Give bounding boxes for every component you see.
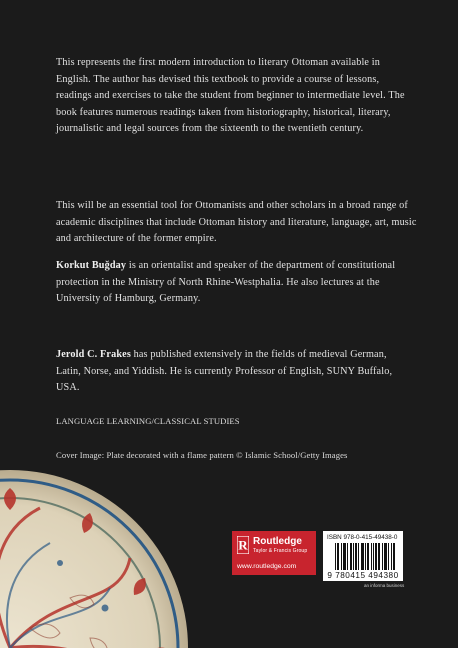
decorated-plate-image [0,468,190,648]
cover-image-credit: Cover Image: Plate decorated with a flame pattern © Islamic School/Getty Images [56,450,348,460]
publisher-url: www.routledge.com [237,563,297,570]
informa-business-label: an informa business [364,583,405,588]
publisher-name: Routledge [253,536,302,547]
publisher-logo [232,531,316,575]
isbn-number: ISBN 978-0-415-49438-0 [327,534,398,541]
author-bio-bugday [56,258,406,308]
isbn-barcode [323,531,403,581]
author-name: Jerold C. Frakes [56,349,131,360]
author-bio-text: is an orientalist and speaker of the department of constitutional protection in the Ministry of North Rhine-Westphalia. He also lectures at the University of Hamburg, Germany. [56,260,396,305]
author-bio-text: has published extensively in the fields of medieval German, Latin, Norse, and Yiddish. He is currently Professor of English, SUNY Buffalo, USA. [56,349,393,394]
description-intro: This represents the first modern introduction to literary Ottoman available in English. The author has devised this textbook to provide a course of lessons, readings and exercises to take the student from beginner to intermediate level. The book features numerous readings taken from historiography, historical, literary, journalistic and legal sources from the sixteenth to the twentieth century. [56,57,405,135]
barcode-digits: 9 780415 494380 [327,571,399,580]
logo-letter: R [238,537,248,553]
publisher-group: Taylor & Francis Group [253,548,308,554]
routledge-r-icon [237,536,249,554]
subject-category: LANGUAGE LEARNING/CLASSICAL STUDIES [56,416,240,426]
description-essential: This will be an essential tool for Ottomanists and other scholars in a broad range of academic disciplines that include Ottoman history and literature, language, art, music and architecture of the former empire. [56,200,417,245]
author-bio-frakes [56,347,406,397]
author-name: Korkut Buğday [56,260,127,271]
barcode-icon [335,543,395,570]
